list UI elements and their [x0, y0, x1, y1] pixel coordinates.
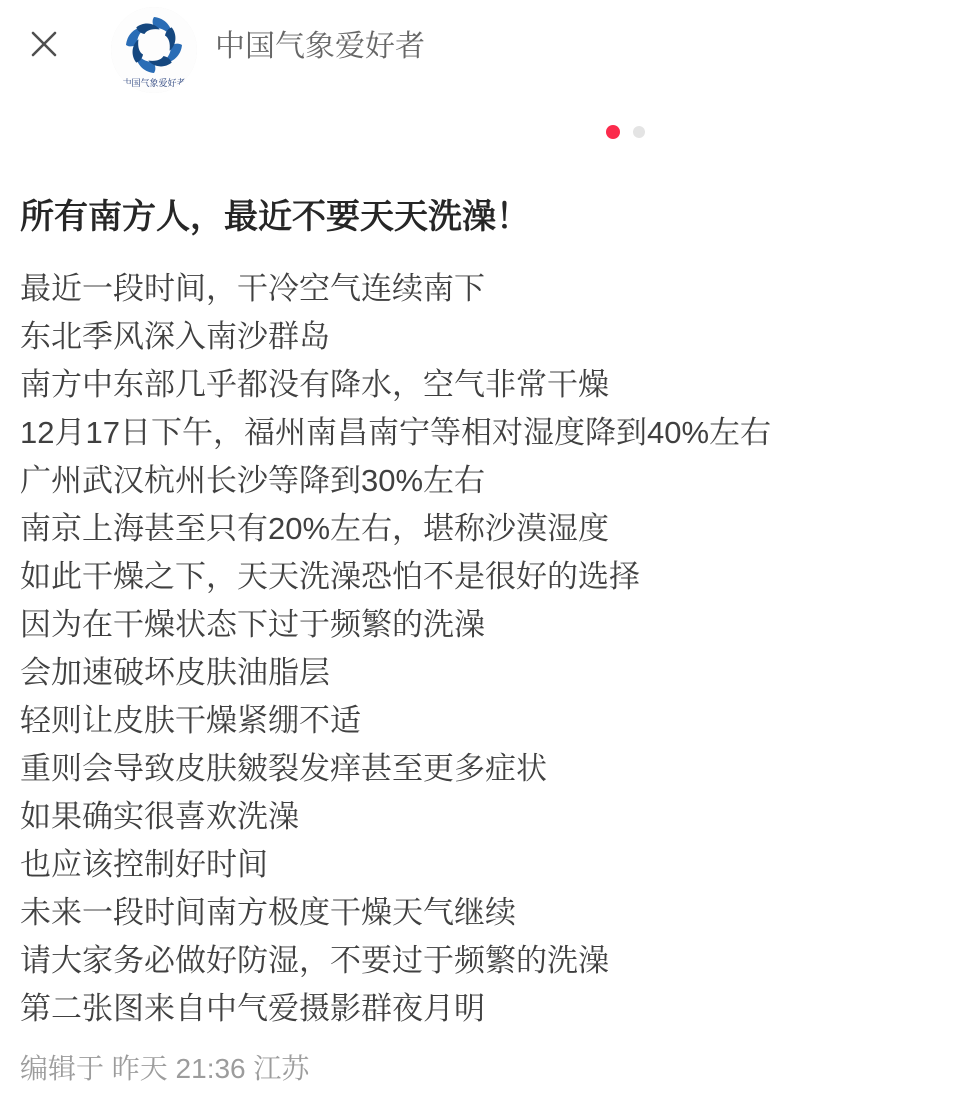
post-line: 第二张图来自中气爱摄影群夜月明 [20, 991, 485, 1026]
carousel-dot-inactive[interactable] [633, 126, 645, 138]
post-meta: 编辑于 昨天 21:36 江苏 [20, 1053, 310, 1084]
post-line: 因为在干燥状态下过于频繁的洗澡 [20, 607, 485, 642]
avatar[interactable] [111, 7, 197, 93]
post-line: 请大家务必做好防湿，不要过于频繁的洗澡 [20, 943, 609, 978]
post-line: 如此干燥之下，天天洗澡恐怕不是很好的选择 [20, 559, 640, 594]
post-line: 会加速破坏皮肤油脂层 [20, 655, 330, 690]
post-line: 南京上海甚至只有20%左右，堪称沙漠湿度 [20, 511, 610, 546]
post-line: 如果确实很喜欢洗澡 [20, 799, 299, 834]
post-line: 最近一段时间，干冷空气连续南下 [20, 271, 485, 306]
post-line: 广州武汉杭州长沙等降到30%左右 [20, 463, 486, 498]
post-line: 重则会导致皮肤皴裂发痒甚至更多症状 [20, 751, 547, 786]
post-line: 东北季风深入南沙群岛 [20, 319, 330, 354]
post-line: 也应该控制好时间 [20, 847, 268, 882]
post-body [20, 265, 951, 1033]
close-button[interactable] [26, 26, 62, 62]
account-name[interactable]: 中国气象爱好者 [215, 30, 425, 63]
close-icon [29, 29, 59, 59]
post-title: 所有南方人，最近不要天天洗澡！ [20, 198, 530, 236]
avatar-caption: 中国气象爱好者 [122, 78, 186, 88]
typhoon-logo-icon [111, 7, 197, 93]
post-line: 南方中东部几乎都没有降水，空气非常干燥 [20, 367, 609, 402]
carousel-dot-active[interactable] [606, 125, 620, 139]
post-line: 轻则让皮肤干燥紧绷不适 [20, 703, 361, 738]
carousel-dots [606, 124, 645, 139]
post-line: 未来一段时间南方极度干燥天气继续 [20, 895, 516, 930]
post-line: 12月17日下午，福州南昌南宁等相对湿度降到40%左右 [20, 415, 772, 450]
